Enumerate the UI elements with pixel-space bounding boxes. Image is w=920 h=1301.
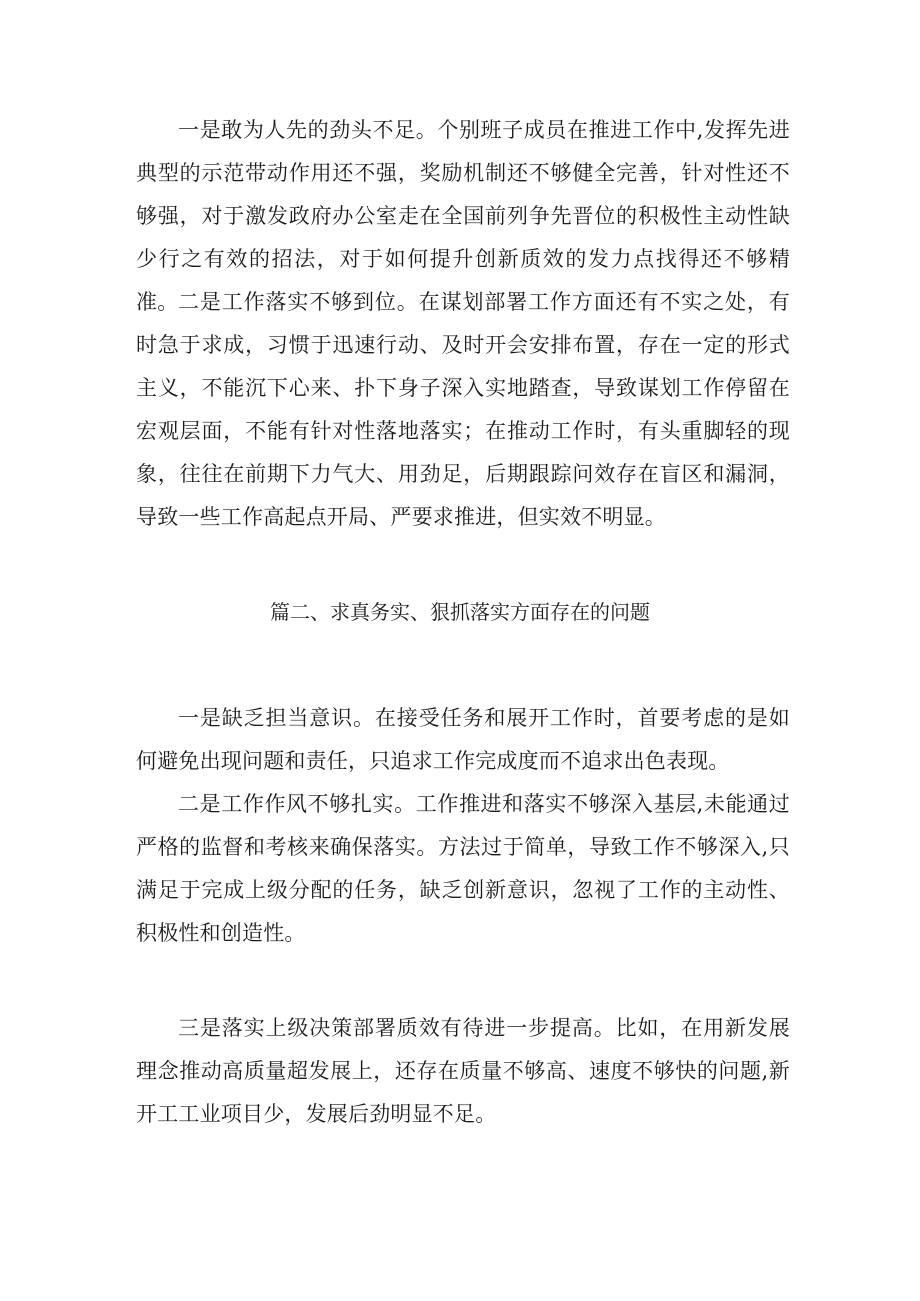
paragraph-courage: 一是敢为人先的劲头不足。个别班子成员在推进工作中,发挥先进典型的示范带动作用还不强，奖励机制还不够健全完善，针对性还不够强，对于激发政府办公室走在全国前列争先晋位的积极性主动性缺少行之有效的招法，对于如何提升创新质效的发力点找得还不够精准。 [136,118,790,314]
paragraph-implementation: 二是工作落实不够到位。在谋划部署工作方面还有不实之处，有时急于求成，习惯于迅速行动、及时开会安排布置，存在一定的形式主义，不能沉下心来、扑下身子深入实地踏查，导致谋划工作停留在宏观层面，不能有针对性落地落实；在推动工作时，有头重脚轻的现象，往往在前期下力气大、用劲足，后期跟踪问效存在盲区和漏洞，导致一些工作高起点开局、严要求推进，但实效不明显。 [136,290,790,529]
section-heading: 篇二、求真务实、狠抓落实方面存在的问题 [270,600,650,624]
paragraph-work-style: 二是工作作风不够扎实。工作推进和落实不够深入基层,未能通过严格的监督和考核来确保落实。方法过于简单，导致工作不够深入,只满足于完成上级分配的任务，缺乏创新意识，忽视了工作的主动性、积极性和创造性。 [136,792,790,945]
paragraph-responsibility: 一是缺乏担当意识。在接受任务和展开工作时，首要考虑的是如何避免出现问题和责任，只追求工作完成度而不追求出色表现。 [136,706,790,773]
paragraph-decision-quality: 三是落实上级决策部署质效有待进一步提高。比如，在用新发展理念推动高质量超发展上，还存在质量不够高、速度不够快的问题,新开工工业项目少，发展后劲明显不足。 [136,1016,790,1126]
